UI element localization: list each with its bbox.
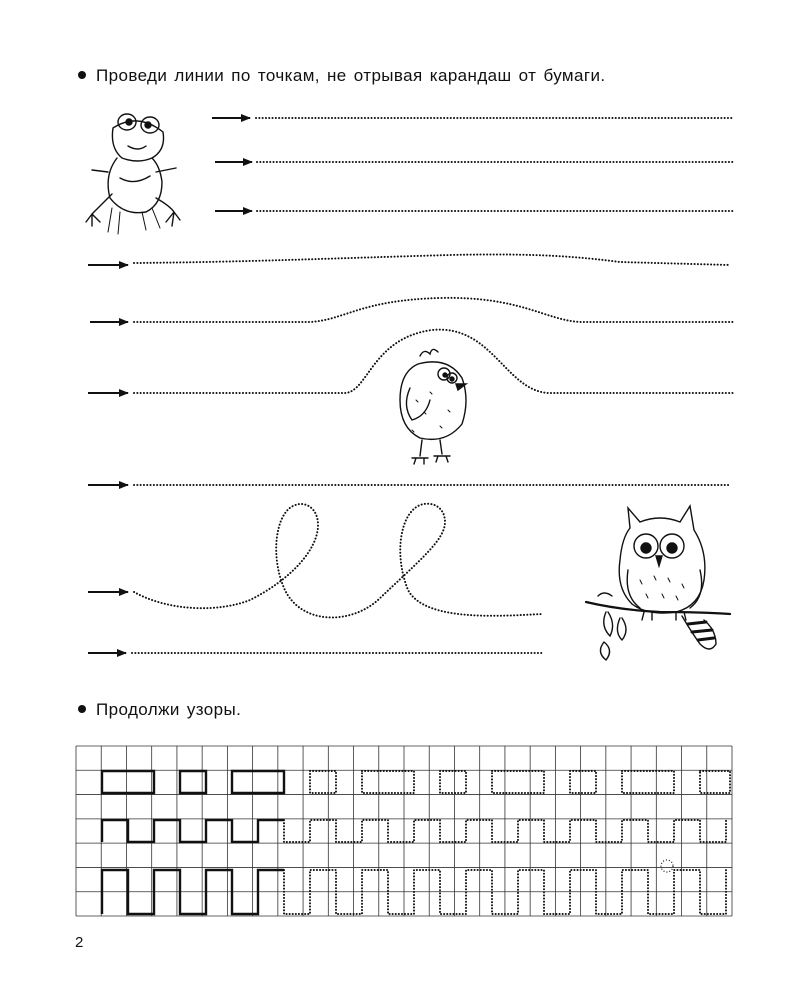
dotted-line-4	[134, 254, 730, 265]
dotted-line-8-loops	[134, 504, 542, 618]
arrow-row-8	[88, 504, 542, 618]
pattern-solid-1	[102, 771, 284, 793]
arrow-row-5	[90, 298, 733, 322]
pattern-row-2-meander	[102, 820, 726, 842]
owl-illustration	[586, 506, 730, 660]
pattern-solid-2	[102, 820, 284, 842]
instruction-trace-lines-text: Проведи линии по точкам, не отрывая карандаш от бумаги.	[96, 66, 606, 85]
small-dotted-circle-icon	[661, 860, 673, 872]
pattern-grid	[76, 746, 732, 916]
chick-illustration	[400, 349, 466, 464]
dotted-line-5	[134, 298, 733, 322]
instruction-continue-patterns	[78, 700, 241, 720]
arrow-row-4	[88, 254, 730, 265]
pattern-row-1-boxes	[102, 771, 730, 793]
pattern-row-3-tall-meander	[102, 860, 726, 914]
bullet-icon	[78, 705, 86, 713]
page-number: 2	[75, 934, 84, 951]
frog-illustration	[86, 114, 180, 234]
instruction-continue-patterns-text: Продолжи узоры.	[96, 700, 242, 719]
pattern-dotted-1	[310, 771, 730, 793]
arrow-row-6	[88, 330, 733, 393]
